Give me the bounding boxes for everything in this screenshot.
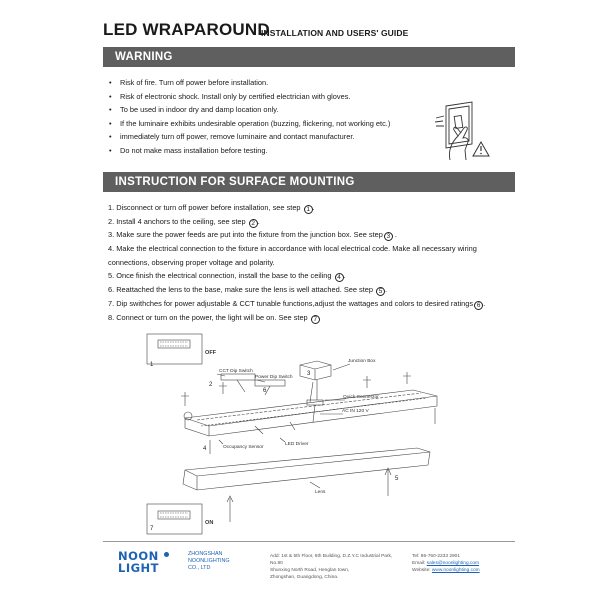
quick-connector-label: Quick Connector bbox=[343, 395, 379, 400]
tel-line: Tel: 86-760-2233 2901 bbox=[412, 554, 461, 559]
step-number: 5 bbox=[395, 476, 399, 482]
instruction-step bbox=[108, 297, 508, 311]
step-number: 6 bbox=[263, 388, 267, 394]
occupancy-sensor-label: Occupancy Sensor bbox=[223, 445, 264, 450]
instruction-section-header bbox=[103, 172, 515, 192]
warning-item: • To be used in indoor dry and damp location only. bbox=[108, 103, 438, 117]
lens-shape bbox=[183, 448, 430, 490]
step-tail: . bbox=[392, 230, 397, 240]
company-contact bbox=[412, 553, 512, 574]
warning-section-header bbox=[103, 47, 515, 67]
instruction-step bbox=[108, 201, 508, 215]
fixture-base-side bbox=[185, 396, 437, 436]
off-label: OFF bbox=[205, 350, 217, 356]
logo-dot-icon bbox=[164, 552, 169, 557]
on-label: ON bbox=[205, 520, 214, 526]
company-name bbox=[188, 551, 230, 572]
instruction-step bbox=[108, 215, 508, 229]
company-line: CO., LTD bbox=[188, 565, 211, 571]
step-tail: . bbox=[385, 285, 388, 295]
instruction-step bbox=[108, 242, 508, 256]
step-text: 3. Make sure the power feeds are put into the fixture from the junction box. See step bbox=[108, 230, 383, 240]
company-line: ZHONGSHAN bbox=[188, 551, 223, 557]
address-line: Zhongshan, Guangdong, China. bbox=[270, 575, 339, 580]
website-label: Website: bbox=[412, 568, 432, 573]
email-link[interactable]: sales@noonlighting.com bbox=[426, 561, 480, 566]
warning-item: • Risk of electronic shock. Install only by certified electrician with gloves. bbox=[108, 90, 438, 104]
logo-text: LIGHT bbox=[118, 561, 160, 575]
address-line: Add: 1st & 5th Floor, 6th Building, D.Z.Y.C Industrial Park, No.80 bbox=[270, 554, 393, 566]
step-ref-badge: 2 bbox=[249, 219, 258, 228]
lens-up-arrow bbox=[385, 468, 391, 496]
step-ref-badge: 1 bbox=[304, 205, 313, 214]
page-header bbox=[103, 20, 523, 44]
footer-divider bbox=[103, 541, 515, 542]
step-tail: . bbox=[257, 216, 260, 226]
step-ref-badge: 5 bbox=[376, 287, 385, 296]
mounting-diagram bbox=[145, 330, 454, 535]
lens-label: Lens bbox=[315, 490, 326, 495]
cct-dip-switch-label: CCT Dip Switch bbox=[219, 369, 253, 374]
website-link[interactable]: www.noonlighting.com bbox=[431, 568, 480, 573]
junction-box-shape bbox=[300, 361, 331, 380]
email-line bbox=[412, 560, 512, 567]
instruction-steps bbox=[108, 201, 508, 324]
instruction-heading: INSTRUCTION FOR SURFACE MOUNTING bbox=[115, 176, 355, 188]
step-number: 1 bbox=[150, 362, 154, 368]
step-text: 1. Disconnect or turn off power before installation, see step bbox=[108, 203, 303, 212]
address-line: Shunxing North Road, Henglan town, bbox=[270, 568, 350, 573]
anchor-shape bbox=[219, 382, 227, 394]
brand-logo bbox=[118, 549, 178, 575]
step-number: 3 bbox=[307, 371, 311, 377]
lens-up-arrow bbox=[227, 496, 233, 522]
warning-item: • Do not make mass installation before testing. bbox=[108, 144, 438, 158]
page-subtitle: INSTALLATION AND USERS' GUIDE bbox=[261, 28, 409, 38]
step-text: 7. Dip swithches for power adjustable & CCT tunable functions,adjust the wattages and colors to desired ratings bbox=[108, 298, 474, 308]
company-line: NOONLIGHTING bbox=[188, 558, 230, 564]
anchor-shape bbox=[181, 392, 189, 406]
step-text: 8. Connect or turn on the power, the light will be on. See step bbox=[108, 312, 310, 322]
website-line bbox=[412, 567, 512, 574]
step-ref-badge: 3 bbox=[384, 232, 393, 241]
step-number: 7 bbox=[150, 526, 154, 532]
step-ref-badge: 7 bbox=[311, 315, 320, 324]
company-address bbox=[270, 553, 400, 581]
warning-heading: WARNING bbox=[115, 51, 173, 63]
instruction-step bbox=[108, 269, 508, 283]
step-ref-badge: 4 bbox=[335, 273, 344, 282]
power-dip-switch-label: Power Dip Switch bbox=[255, 375, 293, 380]
anchor-shape bbox=[363, 376, 371, 388]
step-text: 5. Once finish the electrical connection, install the base to the ceiling bbox=[108, 271, 334, 281]
step-text: connections, observing proper voltage and polarity. bbox=[108, 257, 275, 267]
cct-dip-switch-shape bbox=[221, 374, 255, 380]
switch-off-warning-icon bbox=[432, 100, 494, 162]
warning-item: • immediately turn off power, remove luminaire and contact manufacturer. bbox=[108, 130, 438, 144]
warning-item: • Risk of fire. Turn off power before installation. bbox=[108, 76, 438, 90]
dip-switch-icon bbox=[158, 340, 190, 348]
step-text: 6. Reattached the lens to the base, make sure the lens is well attached. See step bbox=[108, 285, 376, 295]
instruction-step-continuation bbox=[108, 256, 508, 270]
step-text: 4. Make the electrical connection to the fixture in accordance with local electrical code. Make all necessary wiring bbox=[108, 244, 477, 254]
step-tail: . bbox=[483, 298, 486, 308]
step-text: 2. Install 4 anchors to the ceiling, see step bbox=[108, 216, 248, 226]
led-driver-label: LED Driver bbox=[285, 442, 309, 447]
junction-box-label: Junction Box bbox=[348, 359, 376, 364]
page-title: LED WRAPAROUND bbox=[103, 20, 270, 39]
logo-text: NOON bbox=[118, 549, 159, 563]
instruction-step bbox=[108, 311, 508, 325]
step-ref-badge: 6 bbox=[474, 301, 483, 310]
step-number: 2 bbox=[209, 382, 213, 388]
instruction-step bbox=[108, 283, 508, 297]
ac-input-label: AC IN 120 V bbox=[342, 409, 369, 414]
dip-switch-off-inset bbox=[147, 334, 202, 364]
dip-switch-icon bbox=[158, 511, 190, 519]
step-tail: . bbox=[343, 271, 346, 281]
power-feed-wires bbox=[310, 380, 317, 402]
step-tail: . bbox=[312, 203, 315, 212]
warning-item: • If the luminaire exhibits undesirable operation (buzzing, flickering, not working etc.) bbox=[108, 117, 438, 131]
warning-list bbox=[108, 76, 438, 158]
step-number: 4 bbox=[203, 446, 207, 452]
instruction-step bbox=[108, 228, 508, 242]
email-label: Email: bbox=[412, 561, 427, 566]
anchor-shape bbox=[403, 372, 411, 384]
